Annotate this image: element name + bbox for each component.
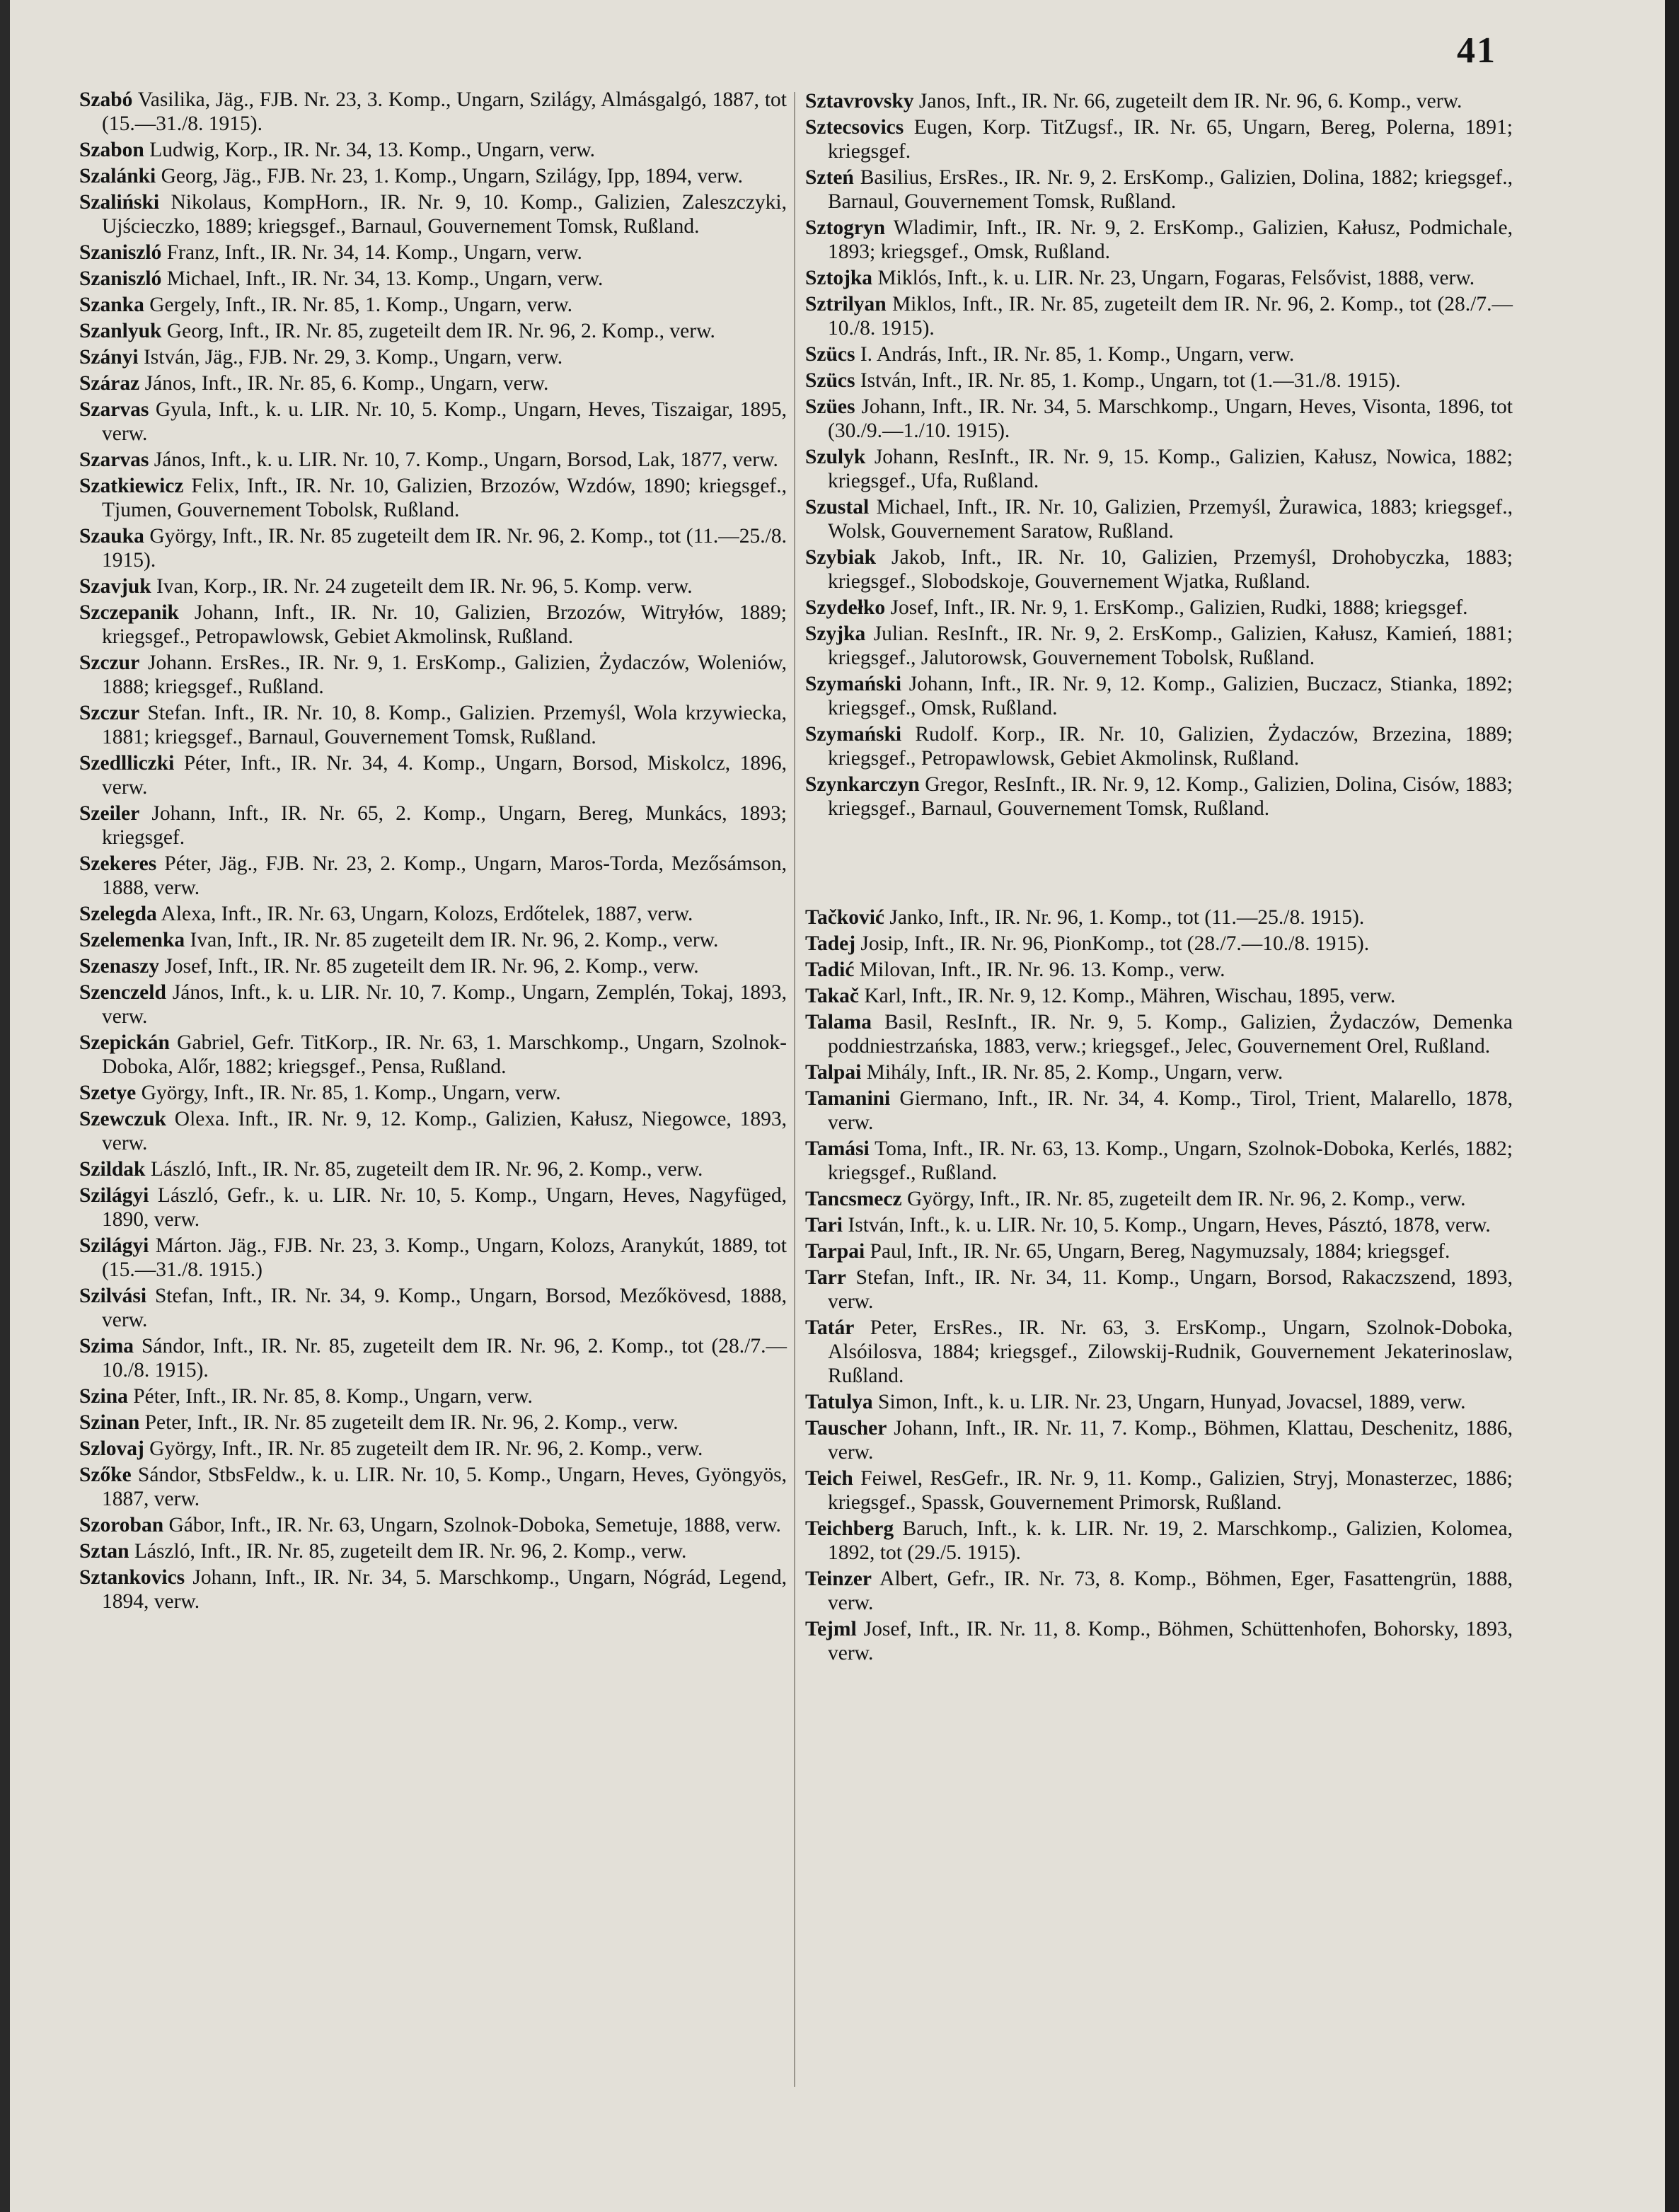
entry-surname: Szteń — [805, 166, 854, 189]
entry-surname: Szima — [79, 1335, 134, 1357]
list-entry — [79, 852, 787, 900]
entry-surname: Tari — [805, 1214, 843, 1237]
entry-details: Sándor, Inft., IR. Nr. 85, zugeteilt dem IR. Nr. 96, 2. Komp., tot (28./7.—10./8. 1915). — [102, 1335, 787, 1382]
list-entry — [805, 1466, 1513, 1515]
list-entry — [805, 292, 1513, 340]
list-entry — [805, 495, 1513, 543]
entry-details: Gergely, Inft., IR. Nr. 85, 1. Komp., Ungarn, verw. — [144, 294, 573, 316]
entry-surname: Szányi — [79, 346, 139, 369]
entry-details: Péter, Inft., IR. Nr. 85, 8. Komp., Ungarn, verw. — [127, 1385, 533, 1408]
entry-surname: Tatár — [805, 1316, 855, 1339]
entry-surname: Szőke — [79, 1464, 132, 1486]
list-entry — [805, 1060, 1513, 1084]
entry-surname: Talama — [805, 1011, 872, 1033]
list-entry — [805, 1517, 1513, 1565]
entry-surname: Szeiler — [79, 802, 140, 825]
entry-surname: Szalánki — [79, 165, 156, 187]
entry-surname: Sztankovics — [79, 1566, 185, 1589]
list-entry — [79, 902, 787, 926]
list-entry — [79, 1334, 787, 1382]
entry-surname: Szelemenka — [79, 929, 185, 951]
list-entry — [79, 1437, 787, 1461]
entry-details: Mihály, Inft., IR. Nr. 85, 2. Komp., Ungarn, verw. — [861, 1061, 1283, 1084]
entry-details: Miklos, Inft., IR. Nr. 85, zugeteilt dem IR. Nr. 96, 2. Komp., tot (28./7.—10./8. 1915). — [828, 293, 1513, 340]
entry-details: Michael, Inft., IR. Nr. 34, 13. Komp., Ungarn, verw. — [161, 267, 604, 290]
list-entry — [79, 1081, 787, 1105]
entry-details: Johann, Inft., IR. Nr. 11, 7. Komp., Böhmen, Klattau, Deschenitz, 1886, verw. — [828, 1417, 1513, 1464]
entry-details: Basilius, ErsRes., IR. Nr. 9, 2. ErsKomp., Galizien, Dolina, 1882; kriegsgef., Barnaul, Gouvernement Tomsk, Rußland. — [828, 166, 1513, 213]
entry-surname: Szczur — [79, 702, 140, 724]
entry-surname: Szavjuk — [79, 575, 151, 598]
entry-surname: Sztojka — [805, 267, 873, 289]
list-entry — [805, 622, 1513, 670]
entry-surname: Szücs — [805, 343, 855, 366]
entry-details: Wladimir, Inft., IR. Nr. 9, 2. ErsKomp., Galizien, Kałusz, Podmichale, 1893; kriegsgef., Omsk, Rußland. — [828, 216, 1513, 263]
entry-details: Miklós, Inft., k. u. LIR. Nr. 23, Ungarn, Fogaras, Felsővist, 1888, verw. — [872, 267, 1475, 289]
entry-surname: Szustal — [805, 496, 870, 519]
entry-surname: Szydełko — [805, 596, 886, 619]
entry-surname: Szina — [79, 1385, 128, 1408]
entry-details: Simon, Inft., k. u. LIR. Nr. 23, Ungarn, Hunyad, Jovacsel, 1889, verw. — [872, 1391, 1466, 1413]
entry-details: Stefan, Inft., IR. Nr. 34, 9. Komp., Ungarn, Borsod, Mezőkövesd, 1888, verw. — [102, 1285, 787, 1331]
entry-surname: Tamási — [805, 1137, 870, 1160]
list-entry — [79, 267, 787, 291]
entry-details: Gregor, ResInft., IR. Nr. 9, 12. Komp., Galizien, Dolina, Cisów, 1883; kriegsgef., Barnaul, Gouvernement Tomsk, Rußland. — [828, 773, 1513, 820]
list-entry — [79, 980, 787, 1029]
list-entry — [805, 1266, 1513, 1314]
entry-surname: Szarvas — [79, 398, 149, 421]
list-entry — [805, 1010, 1513, 1058]
list-entry — [79, 345, 787, 369]
entry-details: György, Inft., IR. Nr. 85 zugeteilt dem IR. Nr. 96, 2. Komp., tot (11.—25./8. 1915). — [102, 525, 787, 572]
list-entry — [805, 1137, 1513, 1185]
entry-surname: Szatkiewicz — [79, 475, 184, 497]
column-divider — [794, 92, 795, 2087]
entry-details: János, Inft., k. u. LIR. Nr. 10, 7. Komp., Ungarn, Borsod, Lak, 1877, verw. — [149, 448, 778, 471]
entry-details: Stefan. Inft., IR. Nr. 10, 8. Komp., Galizien. Przemyśl, Wola krzywiecka, 1881; kriegsgef., Barnaul, Gouvernement Tomsk, Rußland. — [102, 702, 787, 748]
entry-details: Johann, Inft., IR. Nr. 9, 12. Komp., Galizien, Buczacz, Stianka, 1892; kriegsgef., Omsk, Rußland. — [828, 673, 1513, 719]
entry-surname: Szenaszy — [79, 955, 160, 978]
list-entry — [805, 958, 1513, 982]
entry-details: Nikolaus, KompHorn., IR. Nr. 9, 10. Komp., Galizien, Zaleszczyki, Ujścieczko, 1889; kriegsgef., Barnaul, Gouvernement Tomsk, Rußland. — [102, 191, 787, 238]
entry-surname: Sztavrovsky — [805, 90, 914, 112]
entry-surname: Szücs — [805, 369, 855, 392]
list-entry — [79, 1234, 787, 1282]
list-entry — [79, 701, 787, 749]
entry-details: István, Inft., IR. Nr. 85, 1. Komp., Ungarn, tot (1.—31./8. 1915). — [855, 369, 1401, 392]
entry-details: Eugen, Korp. TitZugsf., IR. Nr. 65, Ungarn, Bereg, Polerna, 1891; kriegsgef. — [828, 116, 1513, 163]
list-entry — [79, 1107, 787, 1155]
entry-details: Josef, Inft., IR. Nr. 9, 1. ErsKomp., Galizien, Rudki, 1888; kriegsgef. — [885, 596, 1468, 619]
entry-surname: Szyjka — [805, 623, 866, 645]
list-entry — [79, 448, 787, 472]
list-entry — [79, 398, 787, 446]
entry-surname: Szilvási — [79, 1285, 147, 1307]
list-entry — [79, 1384, 787, 1408]
entry-details: Alexa, Inft., IR. Nr. 63, Ungarn, Kolozs, Erdőtelek, 1887, verw. — [156, 903, 693, 925]
list-entry — [805, 984, 1513, 1008]
entry-details: János, Inft., k. u. LIR. Nr. 10, 7. Komp., Ungarn, Zemplén, Tokaj, 1893, verw. — [102, 981, 787, 1028]
entry-surname: Sztecsovics — [805, 116, 904, 139]
entry-details: Giermano, Inft., IR. Nr. 34, 4. Komp., Tirol, Trient, Malarello, 1878, verw. — [828, 1087, 1513, 1134]
list-entry — [805, 1416, 1513, 1464]
entry-details: Peter, ErsRes., IR. Nr. 63, 3. ErsKomp., Ungarn, Szolnok-Doboka, Alsóilosva, 1884; kriegsgef., Zilowskij-Rudnik, Gouvernement Jekaterinoslaw, Rußland. — [828, 1316, 1513, 1387]
entry-surname: Tatulya — [805, 1391, 873, 1413]
list-entry — [79, 601, 787, 649]
list-entry — [79, 574, 787, 598]
list-entry — [805, 266, 1513, 290]
entry-details: László, Inft., IR. Nr. 85, zugeteilt dem IR. Nr. 96, 2. Komp., verw. — [129, 1540, 687, 1563]
entry-details: Olexa. Inft., IR. Nr. 9, 12. Komp., Galizien, Kałusz, Niegowce, 1893, verw. — [102, 1108, 787, 1154]
entry-details: Georg, Inft., IR. Nr. 85, zugeteilt dem IR. Nr. 96, 2. Komp., verw. — [161, 320, 715, 342]
entry-surname: Szulyk — [805, 446, 866, 468]
list-entry — [805, 1617, 1513, 1665]
entry-surname: Szczur — [79, 652, 140, 674]
entry-surname: Szabó — [79, 88, 133, 111]
right-column — [805, 89, 1513, 1667]
entry-details: Vasilika, Jäg., FJB. Nr. 23, 3. Komp., Ungarn, Szilágy, Almásgalgó, 1887, tot (15.—31./8. 1915). — [102, 88, 787, 135]
entry-surname: Teichberg — [805, 1517, 894, 1540]
list-entry — [79, 524, 787, 572]
entry-details: István, Inft., k. u. LIR. Nr. 10, 5. Komp., Ungarn, Heves, Pásztó, 1878, verw. — [843, 1214, 1491, 1237]
entry-surname: Teich — [805, 1467, 853, 1490]
list-entry — [805, 89, 1513, 113]
list-entry — [805, 905, 1513, 930]
entry-surname: Szczepanik — [79, 601, 179, 624]
entry-details: Johann. ErsRes., IR. Nr. 9, 1. ErsKomp., Galizien, Żydaczów, Woleniów, 1888; kriegsgef., Rußland. — [102, 652, 787, 698]
scan-edge-right — [1665, 0, 1679, 2212]
entry-details: László, Inft., IR. Nr. 85, zugeteilt dem IR. Nr. 96, 2. Komp., verw. — [145, 1158, 703, 1181]
entry-details: Janko, Inft., IR. Nr. 96, 1. Komp., tot (11.—25./8. 1915). — [884, 906, 1365, 929]
entry-surname: Tauscher — [805, 1417, 887, 1440]
entry-details: Márton. Jäg., FJB. Nr. 23, 3. Komp., Ungarn, Kolozs, Aranykút, 1889, tot (15.—31./8. 1915.) — [102, 1234, 787, 1281]
list-entry — [805, 596, 1513, 620]
list-entry — [79, 474, 787, 522]
entry-details: Ivan, Korp., IR. Nr. 24 zugeteilt dem IR. Nr. 96, 5. Komp. verw. — [151, 575, 693, 598]
scan-edge-left — [0, 0, 10, 2212]
right-column-section-sz — [805, 89, 1513, 821]
entry-surname: Szetye — [79, 1082, 137, 1104]
entry-surname: Szybiak — [805, 546, 877, 569]
list-entry — [79, 954, 787, 978]
right-column-section-t — [805, 905, 1513, 1665]
entry-details: Josef, Inft., IR. Nr. 11, 8. Komp., Böhmen, Schüttenhofen, Bohorsky, 1893, verw. — [828, 1618, 1513, 1664]
entry-surname: Szanlyuk — [79, 320, 162, 342]
entry-details: Rudolf. Korp., IR. Nr. 10, Galizien, Żydaczów, Brzezina, 1889; kriegsgef., Petropawlowsk, Gebiet Akmolinsk, Rußland. — [828, 723, 1513, 770]
entry-details: Felix, Inft., IR. Nr. 10, Galizien, Brzozów, Wzdów, 1890; kriegsgef., Tjumen, Gouvernement Tobolsk, Rußland. — [102, 475, 787, 521]
entry-details: Péter, Jäg., FJB. Nr. 23, 2. Komp., Ungarn, Maros-Torda, Mezősámson, 1888, verw. — [102, 852, 787, 899]
list-entry — [79, 371, 787, 395]
list-entry — [805, 932, 1513, 956]
entry-details: Gabriel, Gefr. TitKorp., IR. Nr. 63, 1. Marschkomp., Ungarn, Szolnok-Doboka, Alőr, 1882; kriegsgef., Pensa, Rußland. — [102, 1031, 787, 1078]
entry-surname: Szepickán — [79, 1031, 170, 1054]
list-entry — [79, 651, 787, 699]
entry-surname: Takač — [805, 985, 859, 1007]
list-entry — [79, 164, 787, 188]
list-entry — [79, 138, 787, 162]
entry-surname: Sztrilyan — [805, 293, 887, 315]
list-entry — [805, 1316, 1513, 1388]
list-entry — [79, 293, 787, 317]
entry-details: Georg, Jäg., FJB. Nr. 23, 1. Komp., Ungarn, Szilágy, Ipp, 1894, verw. — [156, 165, 743, 187]
list-entry — [805, 342, 1513, 366]
entry-details: I. András, Inft., IR. Nr. 85, 1. Komp., Ungarn, verw. — [855, 343, 1295, 366]
entry-details: György, Inft., IR. Nr. 85, 1. Komp., Ungarn, verw. — [136, 1082, 561, 1104]
entry-details: Ivan, Inft., IR. Nr. 85 zugeteilt dem IR. Nr. 96, 2. Komp., verw. — [185, 929, 719, 951]
list-entry — [79, 1565, 787, 1614]
entry-details: Peter, Inft., IR. Nr. 85 zugeteilt dem IR. Nr. 96, 2. Komp., verw. — [139, 1411, 679, 1434]
entry-details: Milovan, Inft., IR. Nr. 96. 13. Komp., verw. — [854, 959, 1225, 981]
list-entry — [805, 545, 1513, 593]
entry-surname: Száraz — [79, 372, 140, 395]
entry-surname: Talpai — [805, 1061, 862, 1084]
entry-details: Basil, ResInft., IR. Nr. 9, 5. Komp., Galizien, Żydaczów, Demenka poddniestrzańska, 1883, verw.; kriegsgef., Jelec, Gouvernement Orel, Rußland. — [828, 1011, 1513, 1058]
entry-details: Johann, Inft., IR. Nr. 34, 5. Marschkomp., Ungarn, Heves, Visonta, 1896, tot (30./9.—1./10. 1915). — [828, 395, 1513, 442]
entry-details: László, Gefr., k. u. LIR. Nr. 10, 5. Komp., Ungarn, Heves, Nagyfüged, 1890, verw. — [102, 1184, 787, 1231]
entry-details: Johann, Inft., IR. Nr. 10, Galizien, Brzozów, Witryłów, 1889; kriegsgef., Petropawlowsk, Gebiet Akmolinsk, Rußland. — [102, 601, 787, 648]
list-entry — [805, 1239, 1513, 1263]
entry-details: Jakob, Inft., IR. Nr. 10, Galizien, Przemyśl, Drohobyczka, 1883; kriegsgef., Slobodskoje, Gouvernement Wjatka, Rußland. — [828, 546, 1513, 593]
entry-details: Michael, Inft., IR. Nr. 10, Galizien, Przemyśl, Żurawica, 1883; kriegsgef., Wolsk, Gouvernement Saratow, Rußland. — [828, 496, 1513, 543]
entry-details: Sándor, StbsFeldw., k. u. LIR. Nr. 10, 5. Komp., Ungarn, Heves, Gyöngyös, 1887, verw. — [102, 1464, 787, 1510]
list-entry — [79, 1539, 787, 1563]
entry-details: Baruch, Inft., k. k. LIR. Nr. 19, 2. Marschkomp., Galizien, Kolomea, 1892, tot (29./5. 1915). — [828, 1517, 1513, 1564]
entry-surname: Szaniszló — [79, 267, 162, 290]
entry-details: Josef, Inft., IR. Nr. 85 zugeteilt dem IR. Nr. 96, 2. Komp., verw. — [159, 955, 699, 978]
entry-surname: Tamanini — [805, 1087, 891, 1110]
entry-details: Julian. ResInft., IR. Nr. 9, 2. ErsKomp., Galizien, Kałusz, Kamień, 1881; kriegsgef., Jalutorowsk, Gouvernement Tobolsk, Rußland. — [828, 623, 1513, 669]
entry-surname: Szymański — [805, 723, 902, 746]
entry-details: Gábor, Inft., IR. Nr. 63, Ungarn, Szolnok-Doboka, Semetuje, 1888, verw. — [163, 1514, 781, 1536]
entry-details: Toma, Inft., IR. Nr. 63, 13. Komp., Ungarn, Szolnok-Doboka, Kerlés, 1882; kriegsgef., Rußland. — [828, 1137, 1513, 1184]
list-entry — [805, 722, 1513, 770]
list-entry — [805, 369, 1513, 393]
entry-surname: Szabon — [79, 139, 144, 161]
entry-surname: Szaniszló — [79, 241, 162, 264]
entry-details: István, Jäg., FJB. Nr. 29, 3. Komp., Ungarn, verw. — [138, 346, 563, 369]
list-entry — [79, 1183, 787, 1232]
entry-surname: Szarvas — [79, 448, 149, 471]
list-entry — [79, 1463, 787, 1511]
list-entry — [805, 672, 1513, 720]
entry-surname: Szewczuk — [79, 1108, 166, 1130]
entry-surname: Tancsmecz — [805, 1188, 902, 1210]
entry-details: György, Inft., IR. Nr. 85 zugeteilt dem IR. Nr. 96, 2. Komp., verw. — [144, 1437, 703, 1460]
list-entry — [79, 190, 787, 238]
entry-surname: Sztan — [79, 1540, 129, 1563]
entry-details: Johann, ResInft., IR. Nr. 9, 15. Komp., Galizien, Kałusz, Nowica, 1882; kriegsgef., Ufa, Rußland. — [828, 446, 1513, 492]
entry-surname: Tarr — [805, 1266, 846, 1289]
entry-surname: Tadej — [805, 932, 856, 955]
entry-surname: Szilágyi — [79, 1184, 149, 1207]
entry-details: Péter, Inft., IR. Nr. 34, 4. Komp., Ungarn, Borsod, Miskolcz, 1896, verw. — [102, 752, 787, 799]
list-entry — [805, 1187, 1513, 1211]
list-entry — [79, 801, 787, 850]
left-column — [79, 88, 787, 1616]
list-entry — [79, 241, 787, 265]
entry-surname: Tarpai — [805, 1240, 865, 1263]
list-entry — [805, 1567, 1513, 1615]
entry-details: György, Inft., IR. Nr. 85, zugeteilt dem IR. Nr. 96, 2. Komp., verw. — [901, 1188, 1466, 1210]
entry-surname: Szinan — [79, 1411, 140, 1434]
entry-surname: Szedlliczki — [79, 752, 175, 775]
entry-details: Janos, Inft., IR. Nr. 66, zugeteilt dem IR. Nr. 96, 6. Komp., verw. — [913, 90, 1462, 112]
entry-surname: Szekeres — [79, 852, 157, 875]
entry-details: Stefan, Inft., IR. Nr. 34, 11. Komp., Ungarn, Borsod, Rakaczszend, 1893, verw. — [828, 1266, 1513, 1313]
page-number: 41 — [1457, 30, 1496, 71]
list-entry — [805, 1213, 1513, 1237]
list-entry — [79, 751, 787, 799]
list-entry — [79, 319, 787, 343]
list-entry — [79, 1411, 787, 1435]
entry-surname: Tačković — [805, 906, 885, 929]
entry-details: Johann, Inft., IR. Nr. 34, 5. Marschkomp., Ungarn, Nógrád, Legend, 1894, verw. — [102, 1566, 787, 1613]
entry-surname: Sztogryn — [805, 216, 886, 239]
list-entry — [79, 1031, 787, 1079]
list-entry — [805, 1087, 1513, 1135]
entry-surname: Szoroban — [79, 1514, 164, 1536]
list-entry — [805, 445, 1513, 493]
entry-details: Josip, Inft., IR. Nr. 96, PionKomp., tot (28./7.—10./8. 1915). — [855, 932, 1370, 955]
list-entry — [805, 216, 1513, 264]
entry-details: Feiwel, ResGefr., IR. Nr. 9, 11. Komp., Galizien, Stryj, Monasterzec, 1886; kriegsgef., Spassk, Gouvernement Primorsk, Rußland. — [828, 1467, 1513, 1514]
entry-details: Franz, Inft., IR. Nr. 34, 14. Komp., Ungarn, verw. — [161, 241, 582, 264]
entry-surname: Szilágyi — [79, 1234, 149, 1257]
list-entry — [805, 1390, 1513, 1414]
list-entry — [79, 1157, 787, 1181]
entry-surname: Szaliński — [79, 191, 160, 214]
entry-details: Johann, Inft., IR. Nr. 65, 2. Komp., Ungarn, Bereg, Munkács, 1893; kriegsgef. — [102, 802, 787, 849]
list-entry — [805, 395, 1513, 443]
entry-details: Karl, Inft., IR. Nr. 9, 12. Komp., Mähren, Wischau, 1895, verw. — [858, 985, 1396, 1007]
entry-surname: Szildak — [79, 1158, 146, 1181]
entry-surname: Szanka — [79, 294, 144, 316]
entry-surname: Szenczeld — [79, 981, 166, 1004]
entry-surname: Teinzer — [805, 1568, 872, 1590]
entry-surname: Szauka — [79, 525, 144, 548]
entry-surname: Szymański — [805, 673, 902, 695]
list-entry — [805, 115, 1513, 163]
entry-details: Albert, Gefr., IR. Nr. 73, 8. Komp., Böhmen, Eger, Fasattengrün, 1888, verw. — [828, 1568, 1513, 1614]
list-entry — [805, 772, 1513, 821]
entry-surname: Szlovaj — [79, 1437, 144, 1460]
list-entry — [805, 166, 1513, 214]
entry-details: Paul, Inft., IR. Nr. 65, Ungarn, Bereg, Nagymuzsaly, 1884; kriegsgef. — [865, 1240, 1450, 1263]
entry-details: János, Inft., IR. Nr. 85, 6. Komp., Ungarn, verw. — [139, 372, 549, 395]
entry-surname: Szües — [805, 395, 855, 418]
entry-surname: Szynkarczyn — [805, 773, 920, 796]
list-entry — [79, 928, 787, 952]
entry-surname: Tejml — [805, 1618, 857, 1640]
entry-details: Gyula, Inft., k. u. LIR. Nr. 10, 5. Komp., Ungarn, Heves, Tiszaigar, 1895, verw. — [102, 398, 787, 445]
list-entry — [79, 1284, 787, 1332]
list-entry — [79, 88, 787, 136]
entry-details: Ludwig, Korp., IR. Nr. 34, 13. Komp., Ungarn, verw. — [144, 139, 596, 161]
list-entry — [79, 1513, 787, 1537]
entry-surname: Szelegda — [79, 903, 157, 925]
entry-surname: Tadić — [805, 959, 855, 981]
